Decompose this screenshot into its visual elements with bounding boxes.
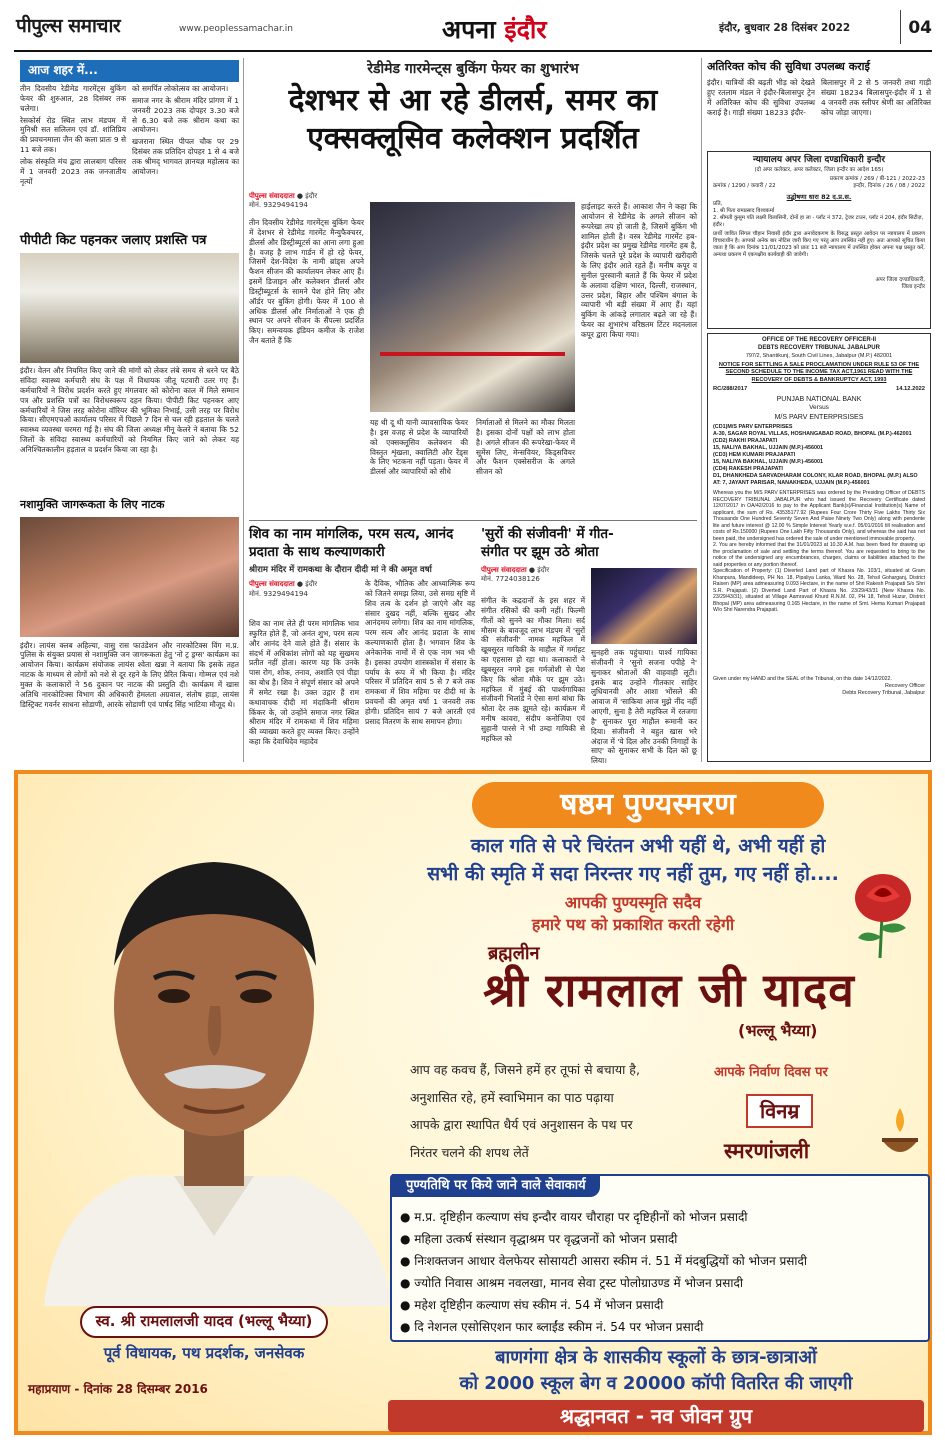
drt-notice-title: NOTICE FOR SETTLING A SALE PROCLAMATION UNDER RULE 53 OF THE SECOND SCHEDULE TO THE INCOME TAX ACT,1961 READ WITH THE RECOVERY OF DEBTS & BANKRUPTCY ACT, 1993 — [718, 362, 920, 383]
ppe-body: इंदौर। वेतन और नियमित किए जाने की मांगों को लेकर लंबे समय से धरने पर बैठे संविदा स्वास्थ्य कर्मचारी संघ के पक्ष में विधायक जीतू पटवारी उतर गए हैं। कर्मचारियों ने विरोध प्रदर्शन करते हुए मंगलवार को कोरोना काल में मिले सम्मान पत्र और प्रशस्ति पत्रों का विरोधस्वरूप दहन किया। पीपीटी किट पहनकर आए कर्मचारियों ने जिस तरह कोरोना वॉरियर की भूमिका निभाई, उसी तरह पर विरोध किया। सीएमएचओ कार्यालय परिसर में पिछले 7 दिन से चल रही हड़ताल के चलते स्वास्थ्य व्यवस्था चरमरा गई है। संघ की जिला अध्यक्ष मीनू केलरे ने बताया कि 52 जिलों के संविदा स्वास्थ्य कर्मचारियों को नियमित किए जाने को लेकर यह अनिश्चितकालीन हड़ताल व प्रदर्शन किया जा रहा है। — [20, 366, 239, 454]
diya-icon — [878, 1104, 922, 1164]
garment-col-2: यह थी दू थी यानी व्यावसायिक फेयर है। इस वजह से प्रदेश के व्यापारियों को एक्सक्लूसिव कलेक्शन की विस्तृत शृंखला, क्वालिटी और रेंड्स के लिए भटकना नहीं पड़ता। फेयर में डीलर्स और व्यापारियों को सीधे — [370, 418, 468, 477]
music-byline: पीपुल्स संवाददाता ● इंदौर मोनं. 7724038126 — [481, 565, 550, 583]
garment-inauguration-photo — [370, 202, 575, 412]
drt-tribunal: DEBTS RECOVERY TRIBUNAL JABALPUR — [758, 344, 880, 351]
music-col-2: सुनहरी तक पहुंचाया। पार्श्व गायिका संजीवनी ने 'सुनो सजना पपीहे ने' सुनाकर श्रोताओं की वाहवाही लूटी। इसके बाद उन्होंने गीतकार साहिर लुधियानवी और आशा भोंसले की आवाज में 'साकिया आज मुझे नींद नहीं आएगी, सुना है तेरी महफिल में रतजगा है' सुनाकर पूरा माहौल रूमानी कर दिया। संजीवनी ने बहुत खास भरे अंदाज में 'ये दिल और उनकी निगाहों के साए' को सुनाकर सभी के दिल को छू लिया। — [591, 648, 697, 766]
garment-col-3: निर्माताओं से मिलने का मौका मिलता है। इसका दोनों पक्षों को लाभ होता है। अगले सीजन की रूपरेखा-फेयर में सूमेंस लिए, मेन्सवियर, किड्सवियर और फैशन एक्सेसरीज के अगले सीजन को — [476, 418, 575, 477]
byline-paper: पीपुल्स संवाददाता — [481, 565, 527, 574]
ad-verse-4: निरंतर चलने की शपथ लेतें — [410, 1144, 529, 1160]
list-item: रेसकोर्स रोड स्थित लाभ मंडपम में मुनिश्री सत सलिलम एवं डॉ. शांतिप्रिय की प्रवचनमाला जैन की कला प्रातः 9 से 11 बजे तक। — [20, 115, 126, 155]
byline-city: इंदौर — [305, 580, 318, 589]
list-item: ● म.प्र. दृष्टिहीन कल्याण संघ इन्दौर वायर चौराहा पर दृष्टिहीनों को भोजन प्रसादी — [400, 1210, 748, 1224]
seva-text: महेश दृष्टिहीन कल्याण संघ स्कीम नं. 54 में भोजन प्रसादी — [414, 1298, 664, 1312]
court-ref-row — [713, 183, 925, 190]
aaj-shahar-box — [20, 60, 239, 230]
caption-name: स्व. श्री रामलालजी यादव (भल्लू भैय्या) — [80, 1306, 329, 1338]
seva-text: ज्योति निवास आश्रम नवलखा, मानव सेवा ट्रस्ट पोलोग्राउण्ड में भोजन प्रसादी — [414, 1276, 743, 1290]
byline-city: इंदौर — [305, 192, 318, 200]
drt-versus: Versus — [809, 404, 829, 412]
section-prefix: अपना — [442, 15, 496, 44]
ribbon — [380, 352, 565, 356]
ppe-story — [20, 232, 239, 498]
music-col-1: संगीत के कद्रदानों के इस शहर में संगीत रसिकों की कमी नहीं। फिल्मी गीतों को सुनने का मौका मिला। सर्द मौसम के बावजूद लाभ मंडपम में 'सुरों की संजीवनी' नामक महफिल में खूबसूरत गायिकी के माहौल में गर्माहट का एहसास हो रहा था। कलाकारों ने खूबसूरत नगमे इस गर्मजोशी से पेश किए कि श्रोता मौके पर झूम उठे। महफिल में मुंबई की पार्श्वगायिका संजीवनी भिलांडे ने ऐसा समां बांधा कि श्रोता देर तक झूमते रहे। कार्यक्रम में मनीष कावरा, संदीप कनोजिया एवं सुहानी पारसे ने भी उम्दा गायिकी से महफिल को — [481, 596, 585, 743]
court-subtitle: (दो अपर कलेक्टर, अपर कलेक्टर, जिला इन्दौर का आदेश 165) — [754, 166, 884, 173]
music-singer-photo — [591, 568, 697, 644]
coach-story — [707, 60, 931, 148]
list-item: समाज नगर के श्रीराम मंदिर प्रांगण में 1 जनवरी 2023 तक दोपहर 3.30 बजे से 6.30 बजे तक श्रीराम कथा का आयोजन। — [132, 95, 239, 135]
garment-col-4: हाईलाइट करते हैं। आकाश जैन ने कहा कि आयोजन से रेडीमेड के अगले सीजन को रूपरेखा तय हो जाती है, जिसमें बुकिंग भी शामिल होती है। वस्त्र रेडीमेड गारमेंट हब-इंदौर प्रदेश का प्रमुख रेडीमेड गारमेंट हब है, जिसके चलते पूरे प्रदेश के व्यापारी खरीदारी के लिए इंदौर आते रहते हैं। मनीष कपूर व सुनील पुरस्वानी बताते हैं कि फेयर में प्रदेश के अलावा दक्षिण भारत, दिल्ली, राजस्थान, उत्तर प्रदेश, बिहार और पश्चिम बंगाल के व्यापारी भी बड़ी संख्या में आए हैं। यहां बुकिंग के आंकड़े लगातार बढ़ते जा रहे हैं। फेयर का शुभारंभ वरिष्ठतम टिंटर मदनलाल कपूर द्वारा किया गया। — [581, 202, 697, 339]
tribute-ad — [14, 770, 932, 1435]
byline-mobile: मोनं. 9329494194 — [249, 589, 308, 598]
dateline: इंदौर, बुधवार 28 दिसंबर 2022 — [719, 22, 851, 34]
court-ref: क्रमांक / 1290 / कवारी / 22 — [713, 183, 776, 190]
shiv-headline: शिव का नाम मांगलिक, परम सत्य, आनंद प्रदाता के साथ कल्याणकारी — [249, 526, 454, 560]
seva-list — [400, 1206, 924, 1338]
drt-notice — [707, 333, 931, 762]
garment-byline: पीपुल्स संवाददाता ● इंदौर मोनं. 9329494194 — [249, 192, 318, 210]
ad-title: षष्ठम पुण्यस्मरण — [472, 782, 824, 828]
court-date: इन्दौर, दिनांक / 26 / 08 / 2022 — [853, 183, 925, 190]
list-item: ● दि नेशनल एसोसिएशन फार ब्लाईंड स्कीम नं. 54 पर भोजन प्रसादी — [400, 1320, 704, 1334]
list-item: खजराना स्थित पीपल चौक पर 29 दिसंबर तक प्रतिदिन दोपहर 1 से 4 बजे तक श्रीमद् भागवत ज्ञानयज्ञ महोत्सव का आयोजन। — [132, 137, 239, 176]
shiv-col-2: के दैविक, भौतिक और आध्यात्मिक रूप को जितने समझ लिया, उसे समग्र सृष्टि में शिव तत्व के दर्शन हो जाएंगे और वह संसार दुखद नहीं, बल्कि सुखद और आनंदमय लगेगा। शिव का नाम मांगलिक, परम सत्य और आनंद प्रदाता के साथ कल्याणकारी होता है। भगवान शिव के अनेकानेक नामों में से एक नाम भव भी है। इसका उपयोग शास्त्रकोश में संसार के पर्याय के रूप में भी किया है। मंदिर परिसर में प्रतिदिन सायं 5 से 7 बजे तक रामकथा में शिव महिमा पर दीदी मां के प्रवचनों की अमृत वर्षा 1 जनवरी तक होगी। प्रतिदिन सायं 7 बजे आरती एवं प्रसाद वितरण के साथ समापन होगा। — [365, 579, 475, 726]
garment-kicker: रेडीमेड गारमेन्ट्स बुकिंग फेयर का शुभारंभ — [367, 61, 579, 77]
ad-verse-1: आप वह कवच हैं, जिसने हमें हर तूफां से बचाया है, — [410, 1062, 640, 1077]
drt-defendant: M/S PARV ENTERPRSISES — [774, 413, 864, 421]
drama-event-photo — [20, 517, 239, 637]
ad-vinamra: विनम्र — [746, 1094, 813, 1128]
list-item: तीन दिवसीय रेडीमेड गारमेंट्स बुकिंग फेयर की शुरुआत, 28 दिसंबर तक चलेगा। — [20, 84, 126, 113]
ad-brahmalin: ब्रह्मलीन — [488, 943, 540, 964]
court-list: 1. श्री पिता रामप्रसाद विश्वकर्मा 2. श्रीमती कुसुम पति लक्ष्मी विलासिनी, दोनों हा ला - प्लॉट नं 372, ट्रेजर टाउन, प्लॉट नं 204, इंदौर सिटीज़, इंदौर। — [713, 208, 924, 229]
bag-line-1: बाणगंगा क्षेत्र के शासकीय स्कूलों के छात्र-छात्राओं — [495, 1347, 817, 1368]
portrait-caption — [28, 1306, 380, 1364]
aaj-shahar-col-right — [132, 84, 239, 177]
byline-mobile: मोनं. 9329494194 — [249, 201, 308, 210]
aaj-shahar-title: आज शहर में... — [20, 60, 239, 82]
seva-text: म.प्र. दृष्टिहीन कल्याण संघ इन्दौर वायर चौराहा पर दृष्टिहीनों को भोजन प्रसादी — [414, 1210, 748, 1224]
court-body: प्रार्थी जावित सिंगल चौहान निवासी इंदौर द्वारा अनावेदकगण के विरुद्ध प्रस्तुत आवेदन पर न्यायालय में प्रकरण विचाराधीन है। आपको अनेक बार नोटिस जारी किए गए परंतु आप उपस्थित नहीं हुए। अतः आपको सूचित किया जाता है कि आप दिनांक 11/01/2023 को प्रातः 11 बजे न्यायालय में उपस्थित होकर अपना पक्ष प्रस्तुत करें, अन्यथा प्रकरण में एकपक्षीय कार्यवाही की जावेगी। — [713, 231, 925, 258]
garment-headline-1: देशभर से आ रहे डीलर्स, समर का — [288, 83, 658, 119]
drt-rc-row — [713, 386, 925, 394]
court-to: प्रति, — [713, 201, 723, 208]
court-heading: उद्घोषणा धारा 82 द.प्र.स. — [786, 192, 852, 201]
garment-story — [249, 60, 697, 524]
ppe-headline: पीपीटी किट पहनकर जलाए प्रशस्ति पत्र — [20, 233, 207, 248]
drama-story — [20, 498, 239, 762]
drt-sign: Recovery Officer Debts Recovery Tribunal, Jabalpur — [842, 682, 925, 696]
list-item: ● ज्योति निवास आश्रम नवलखा, मानव सेवा ट्रस्ट पोलोग्राउण्ड में भोजन प्रसादी — [400, 1276, 743, 1290]
drt-rc-date: 14.12.2022 — [895, 386, 925, 393]
list-item: ● महेश दृष्टिहीन कल्याण संघ स्कीम नं. 54 में भोजन प्रसादी — [400, 1298, 664, 1312]
paper-logo: पीपुल्स समाचार — [16, 15, 121, 37]
page-number: 04 — [900, 10, 932, 44]
ad-nirvan: आपके निर्वाण दिवस पर — [714, 1065, 828, 1080]
drt-office: OFFICE OF THE RECOVERY OFFICER-II — [761, 337, 876, 343]
drt-body: Whereas you the M/S PARV ENTERPRISES was ordered by the Presiding Officer of DEBTS RECOVERY TRIBUNAL JABALPUR who had issued the Recovery Certificate dated 12/07/2017 in OA/42/2016 to pay to the Applicant Bank(s)/Financial Institution(s) Name of applicant, the sum of Rs. 43535177.92 (Rupees Four Crore Thirty Five Lakhs Thirty Six Thousands One Hundred Seventy Seven And Paise Ninety Two Only) along with pendente lite and future interest @ 12.00 % Simple Interest Yearly w.e.f. 05/01/2016 till realisation and costs of Rs.150000 (Rupees One Lakh Fifty Thousands Only), and whereas the said has not been paid, the undersigned has ordered the sale of under mentioned immovable property. 2. You are hereby informed that the 31/01/2023 at 10.30 A.M. has been fixed for drawing up the proclamation of sale and settling the terms thereof. You are requested to bring to the notice of the undersigned any encumbrances, charges, claims or liabilities attached to the said properties or any portion thereof. Specification of Property: (1) Diverted Land part of Khasra No. 103/1, situated at Gram Khanpura, Mandideep, PH No. 18, Pipaliya Lanka, Ward No. 28, Tehsil Goharganj, District Raisen (MP) area admeasuring 0.093 Hectare, in the name of Shri Rakesh Prajapati S/o Shri S.R. Prajapati. (2) Diverted Land Part of Khasra No. 23/29/43/31 (New Khasra No. 23/29/43/31), situated at Village Aamravad Khurd R.N.M. 02, PH 18, Tehsil Huzur, District Bhopal (MP) area admeasuring 0.165 Hectare, in the name of Smt. Hema Kumari Prajapati W/o Shri Narendra Prajapati. — [713, 490, 925, 614]
drt-address: 797/2, Shantikunj, South Civil Lines, Jabalpur (M.P.) 482001 — [745, 352, 893, 359]
section-city: इंदौर — [504, 15, 547, 44]
column-divider — [701, 58, 702, 762]
garment-headline-2: एक्सक्लूसिव कलेक्शन प्रदर्शित — [307, 120, 639, 156]
list-item: ● निःशक्तजन आधार वेलफेयर सोसायटी आसरा स्कीम नं. 51 में मंदबुद्धियों को भोजन प्रसादी — [400, 1254, 808, 1268]
story-divider — [249, 520, 697, 521]
seva-text: दि नेशनल एसोसिएशन फार ब्लाईंड स्कीम नं. 54 पर भोजन प्रसादी — [414, 1320, 704, 1334]
coach-col-1: इंदौर। यात्रियों की बढ़ती भीड़ को देखते हुए रतलाम मंडल ने इंदौर-बिलासपुर ट्रेन में अतिरिक्त कोच की सुविधा उपलब्ध कराई है। गाड़ी संख्या 18233 इंदौर- — [707, 78, 815, 117]
drt-parties: (CD1)M/S PARV ENTERPRISES A-30, SAGAR ROYAL VILLAS, HOSHANGABAD ROAD, BHOPAL (M.P.)-462001 (CD2) RAKHI PRAJAPATI 15, NALIYA BAKHAL, UJJAIN (M.P.)-456001 (CD3) HEM KUMARI PRAJAPATI 15, NALIYA BAKHAL, UJJAIN (M.P.)-456001 (CD4) RAKESH PRAJAPATI D1, DHANKHEDA SARVADHARAM COLONY, KLAR ROAD, BHOPAL (M.P.) ALSO AT: 7, JAYANT PARISAR, NANAKHEDA, UJJAIN (M.P.)-456001 — [713, 423, 918, 486]
shiv-byline: पीपुल्स संवाददाता ● इंदौर मोनं. 9329494194 — [249, 580, 318, 598]
list-item: लोक संस्कृति मंच द्वारा लालबाग परिसर में 1 जनवरी 2023 तक जनजातीय नृत्यों — [20, 156, 126, 186]
seva-heading: पुण्यतिथि पर किये जाने वाले सेवाकार्य — [392, 1174, 600, 1197]
column-divider — [243, 58, 244, 762]
ad-nickname: (भल्लू भैय्या) — [738, 1021, 818, 1040]
website-url[interactable]: www.peoplessamachar.in — [179, 24, 293, 34]
shiv-story — [249, 526, 475, 762]
section-title — [442, 13, 547, 46]
drama-body: इंदौर। लायंस क्लब अहिल्या, वासु रास फाउंडेशन और नारकोटिक्स विंग म.प्र. पुलिस के संयुक्त प्रयास से नशामुक्ति जन जागरूकता हेतु 'नो ट्र ड्रग्स' कार्यक्रम का आयोजन किया। कार्यक्रम संयोजक लायंस श्वेता खन्ना ने बताया कि इसके तहत नाटक के माध्यम से लोगों को नशे से दूर रहने के लिए प्रेरित किया। गोम्मल एवं नशे मुक्त के कलाकारों ने 56 दुकान पर नाटक की प्रस्तुति दी। कार्यक्रम में खास अतिथि नारकोटिक्स विभाग की अधिकारी हेमलता अग्रवाल, संतोष हाड़ा, लायंस डिस्ट्रिक्ट गवर्नर साधना सोडाणी, आरके सोडाणी एवं पार्षद सिंह भाटिया मौजूद थे। — [20, 640, 239, 709]
list-item: ● महिला उत्कर्ष संस्थान वृद्धाश्रम पर वृद्धजनों को भोजन प्रसादी — [400, 1232, 678, 1246]
music-headline-1: 'सुरों की संजीवनी' में गीत- — [481, 526, 614, 542]
ad-footer-banner: श्रद्धानवत - नव जीवन ग्रुप — [388, 1400, 924, 1432]
court-title: न्यायालय अपर जिला दण्डाधिकारी इन्दौर — [752, 155, 886, 165]
byline-paper: पीपुल्स संवाददाता — [249, 192, 295, 200]
ad-line-3: आपकी पुण्यस्मृति सदैव — [564, 893, 702, 912]
ad-smarananjali: स्मरणांजली — [724, 1139, 810, 1163]
drama-headline: नशामुक्ति जागरूकता के लिए नाटक — [20, 498, 165, 511]
portrait-photo — [24, 806, 404, 1306]
aaj-shahar-col-left — [20, 84, 126, 186]
bag-line-2: को 2000 स्कूल बेग व 20000 कॉपी वितरित की जाएगी — [459, 1373, 853, 1394]
caption-role: पूर्व विधायक, पथ प्रदर्शक, जनसेवक — [103, 1343, 305, 1362]
list-item: को समर्पित लोकोत्सव का आयोजन। — [132, 84, 229, 93]
drt-footer: Given under my HAND and the SEAL of the Tribunal, on this date 14/12/2022. — [713, 676, 892, 683]
music-headline-2: संगीत पर झूम उठे श्रोता — [481, 543, 599, 560]
ad-poem-1: काल गति से परे चिरंतन अभी यहीं थे, अभी यहीं हो — [470, 835, 826, 857]
coach-col-2: बिलासपुर में 2 से 5 जनवरी तथा गाड़ी संख्या 18234 बिलासपुर-इंदौर में 1 से 4 जनवरी तक स्लीपर श्रेणी का अतिरिक्त कोच जोड़ा जाएगा। — [821, 78, 931, 117]
ad-name: श्री रामलाल जी यादव — [483, 963, 855, 1017]
court-signatory: अपर जिला दण्डाधिकारी, जिला इन्दौर — [875, 277, 925, 291]
ad-line-4: हमारे पथ को प्रकाशित करती रहेगी — [531, 915, 735, 934]
masthead — [14, 10, 932, 52]
caption-date: महाप्रयाण - दिनांक 28 दिसम्बर 2016 — [28, 1382, 208, 1396]
coach-headline: अतिरिक्त कोच की सुविधा उपलब्ध कराई — [707, 60, 870, 73]
ad-poem-2: सभी की स्मृति में सदा निरन्तर गए नहीं तुम, गए नहीं हो.... — [427, 863, 839, 885]
drt-rc-no: RC/288/2017 — [713, 386, 748, 393]
ad-verses — [410, 1056, 730, 1166]
byline-city: इंदौर — [537, 565, 550, 574]
byline-paper: पीपुल्स संवाददाता — [249, 580, 295, 589]
ad-verse-3: आपके द्वारा स्थापित धैर्य एवं अनुशासन के पथ पर — [410, 1117, 633, 1132]
seva-text: महिला उत्कर्ष संस्थान वृद्धाश्रम पर वृद्धजनों को भोजन प्रसादी — [414, 1232, 678, 1246]
rose-icon — [846, 866, 920, 958]
court-case-no: प्रकरण क्रमांक / 269 / बी-121 / 2022-23 — [829, 176, 925, 183]
masthead-rule — [14, 50, 932, 52]
ppe-protest-photo — [20, 253, 239, 363]
shiv-col-1: शिव का नाम लेते ही परम मांगलिक भाव स्फुरित होते हैं, जो अनंत शुभ, परम सत्य और आनंद देने वाले होते हैं। संसार के संदर्भ में अधिकांश लोगों को यह सुखमय प्रतीत नहीं होता। कारण यह कि उनके पास रोग, शोक, तनाव, अशांति एवं पीड़ा का बोध है। शिव ने संपूर्ण संसार को अपने में समेट रखा है। उक्त उद्गार हैं राम कथावाचक दीदी मां मंदाकिनी श्रीराम किंकर के, जो उन्होंने समाज नगर स्थित श्रीराम मंदिर में रामकथा में शिव महिमा की व्याख्या करते हुए व्यक्त किए। उन्होंने कहा कि देवाधिदेव महादेव — [249, 619, 359, 747]
shiv-subhead: श्रीराम मंदिर में रामकथा के दौरान दीदी मां ने की अमृत वर्षा — [249, 565, 432, 576]
court-notice — [707, 151, 931, 329]
drt-bank: PUNJAB NATIONAL BANK — [776, 395, 862, 403]
garment-col-1: तीन दिवसीय रेडीमेड गारमेंट्स बुकिंग फेयर में देशभर से रेडीमेड गारमेंट मैन्युफैक्चरर, डीलर्स और डिस्ट्रीब्यूटर्स का आना लगा हुआ है। वजह है लाभ गार्डन में हो रहे फेयर, जिसमें देश-विदेश के नामी ब्रांड्स अपने फैशन सीजन की कार्यालयन लेकर आए हैं। इसमें डिजाइन और कलेक्शन डीलर्स और डिस्ट्रीब्यूटर्स के सामने पेश होने लिए और ऑर्डर पर बुकिंग होगी। फेयर में 100 से अधिक डीलर्स और निर्माताओं ने एक ही स्थान पर अपने सीजन के सैंपल्स प्रदर्शित किए। समन्वयक इंडियन कमीज के राजेश जैन बताते हैं कि — [249, 218, 364, 346]
byline-mobile: मोनं. 7724038126 — [481, 574, 540, 583]
music-story — [481, 526, 697, 766]
seva-box — [390, 1174, 930, 1342]
ad-verse-2: अनुशासित रहे, हमें स्वाभिमान का पाठ पढ़ाया — [410, 1089, 614, 1105]
seva-text: निःशक्तजन आधार वेलफेयर सोसायटी आसरा स्कीम नं. 51 में मंदबुद्धियों को भोजन प्रसादी — [414, 1254, 808, 1268]
